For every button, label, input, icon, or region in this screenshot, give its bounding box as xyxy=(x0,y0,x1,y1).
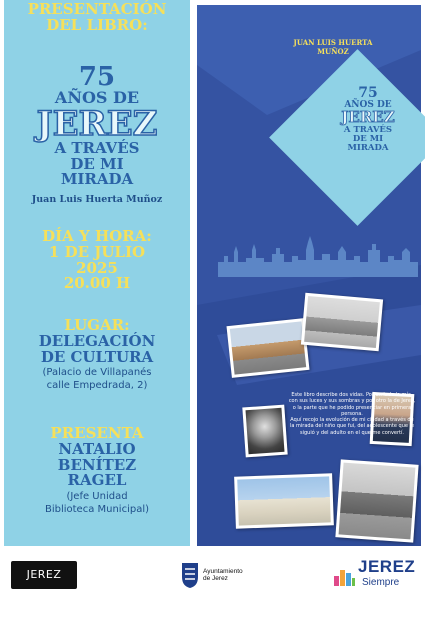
title-line-2: DE MI xyxy=(70,154,124,173)
cover-number: 75 xyxy=(358,85,378,101)
presenter-name-2: BENÍTEZ xyxy=(57,455,137,474)
photo-plaza-color xyxy=(234,473,334,528)
cover-line-3: MIRADA xyxy=(347,142,389,153)
place-detail-1: (Palacio de Villapanés xyxy=(42,367,152,379)
presenter-name-3: RAGEL xyxy=(67,471,127,490)
coat-of-arms-icon xyxy=(180,561,200,589)
cover-line-1: A TRAVÉS xyxy=(343,124,393,135)
ayuntamiento-logo xyxy=(176,558,254,592)
presenter-section xyxy=(4,426,190,516)
title-anos: AÑOS DE xyxy=(54,88,140,107)
place-label: LUGAR: xyxy=(64,316,130,334)
heading-section xyxy=(4,2,190,34)
heading-line-2: DEL LIBRO: xyxy=(46,15,148,34)
description-paragraph-2: Aquí recojo la evolución de mi ciudad a través de la mirada del niño que fui, del adolescente que le siguió y del adulto en el que me convertí. xyxy=(289,417,415,436)
photo-old-city xyxy=(301,293,383,352)
title-number: 75 xyxy=(78,62,116,92)
left-panel xyxy=(4,0,190,546)
presenter-label: PRESENTA xyxy=(50,424,144,442)
photo-young-portrait xyxy=(242,405,287,458)
place-line-1: DELEGACIÓN xyxy=(38,331,156,350)
presenter-role-1: (Jefe Unidad xyxy=(66,491,128,502)
date-day: 1 DE JULIO xyxy=(48,242,146,261)
presenter-name-1: NATALIO xyxy=(58,439,136,458)
jerez-siempre-emblem-icon xyxy=(332,564,356,588)
siempre-word: Siempre xyxy=(362,577,400,588)
place-line-2: DE CULTURA xyxy=(40,347,154,366)
date-year: 2025 xyxy=(76,258,118,277)
photo-plaza-bw xyxy=(335,459,418,542)
book-title xyxy=(4,64,190,188)
place-section xyxy=(4,318,190,392)
cover-author: JUAN LUIS HUERTA MUÑOZ xyxy=(293,38,373,56)
date-label: DÍA Y HORA: xyxy=(42,227,152,245)
cover-line-2: DE MI xyxy=(352,133,384,144)
jerez-2031-logo xyxy=(11,561,77,609)
cover-title xyxy=(318,86,418,153)
siempre-jerez-word: JEREZ xyxy=(358,557,416,576)
ayuntamiento-line-1: Ayuntamiento xyxy=(203,568,243,575)
book-description xyxy=(288,392,416,436)
date-time: 20.00 H xyxy=(63,274,131,293)
place-detail-2: calle Empedrada, 2) xyxy=(46,379,148,391)
title-line-3: MIRADA xyxy=(60,170,134,189)
jerez-siempre-logo xyxy=(332,557,418,593)
author-name: Juan Luis Huerta Muñoz xyxy=(31,194,163,205)
ayuntamiento-text xyxy=(203,568,243,583)
cover-anos: AÑOS DE xyxy=(344,99,392,110)
title-jerez: JEREZ xyxy=(36,103,158,144)
heading-line-1: PRESENTACIÓN xyxy=(27,0,167,18)
jerez-2031-text: JEREZ 2031 xyxy=(26,568,62,609)
presenter-role-2: Biblioteca Municipal) xyxy=(44,503,150,515)
author-section xyxy=(4,195,190,205)
cover-jerez: JEREZ xyxy=(341,108,395,127)
description-paragraph-1: Este libro describe dos vidas. Por un lado la mía, con sus luces y sus sombras y por otro la de Jerez, o la parte que he podido presenciar en primera persona. xyxy=(288,392,416,417)
skyline-illustration xyxy=(218,232,418,277)
date-section xyxy=(4,229,190,292)
title-line-1: A TRAVÉS xyxy=(54,138,140,157)
ayuntamiento-line-2: de Jerez xyxy=(203,575,228,583)
photo-street-buildings xyxy=(226,318,309,378)
